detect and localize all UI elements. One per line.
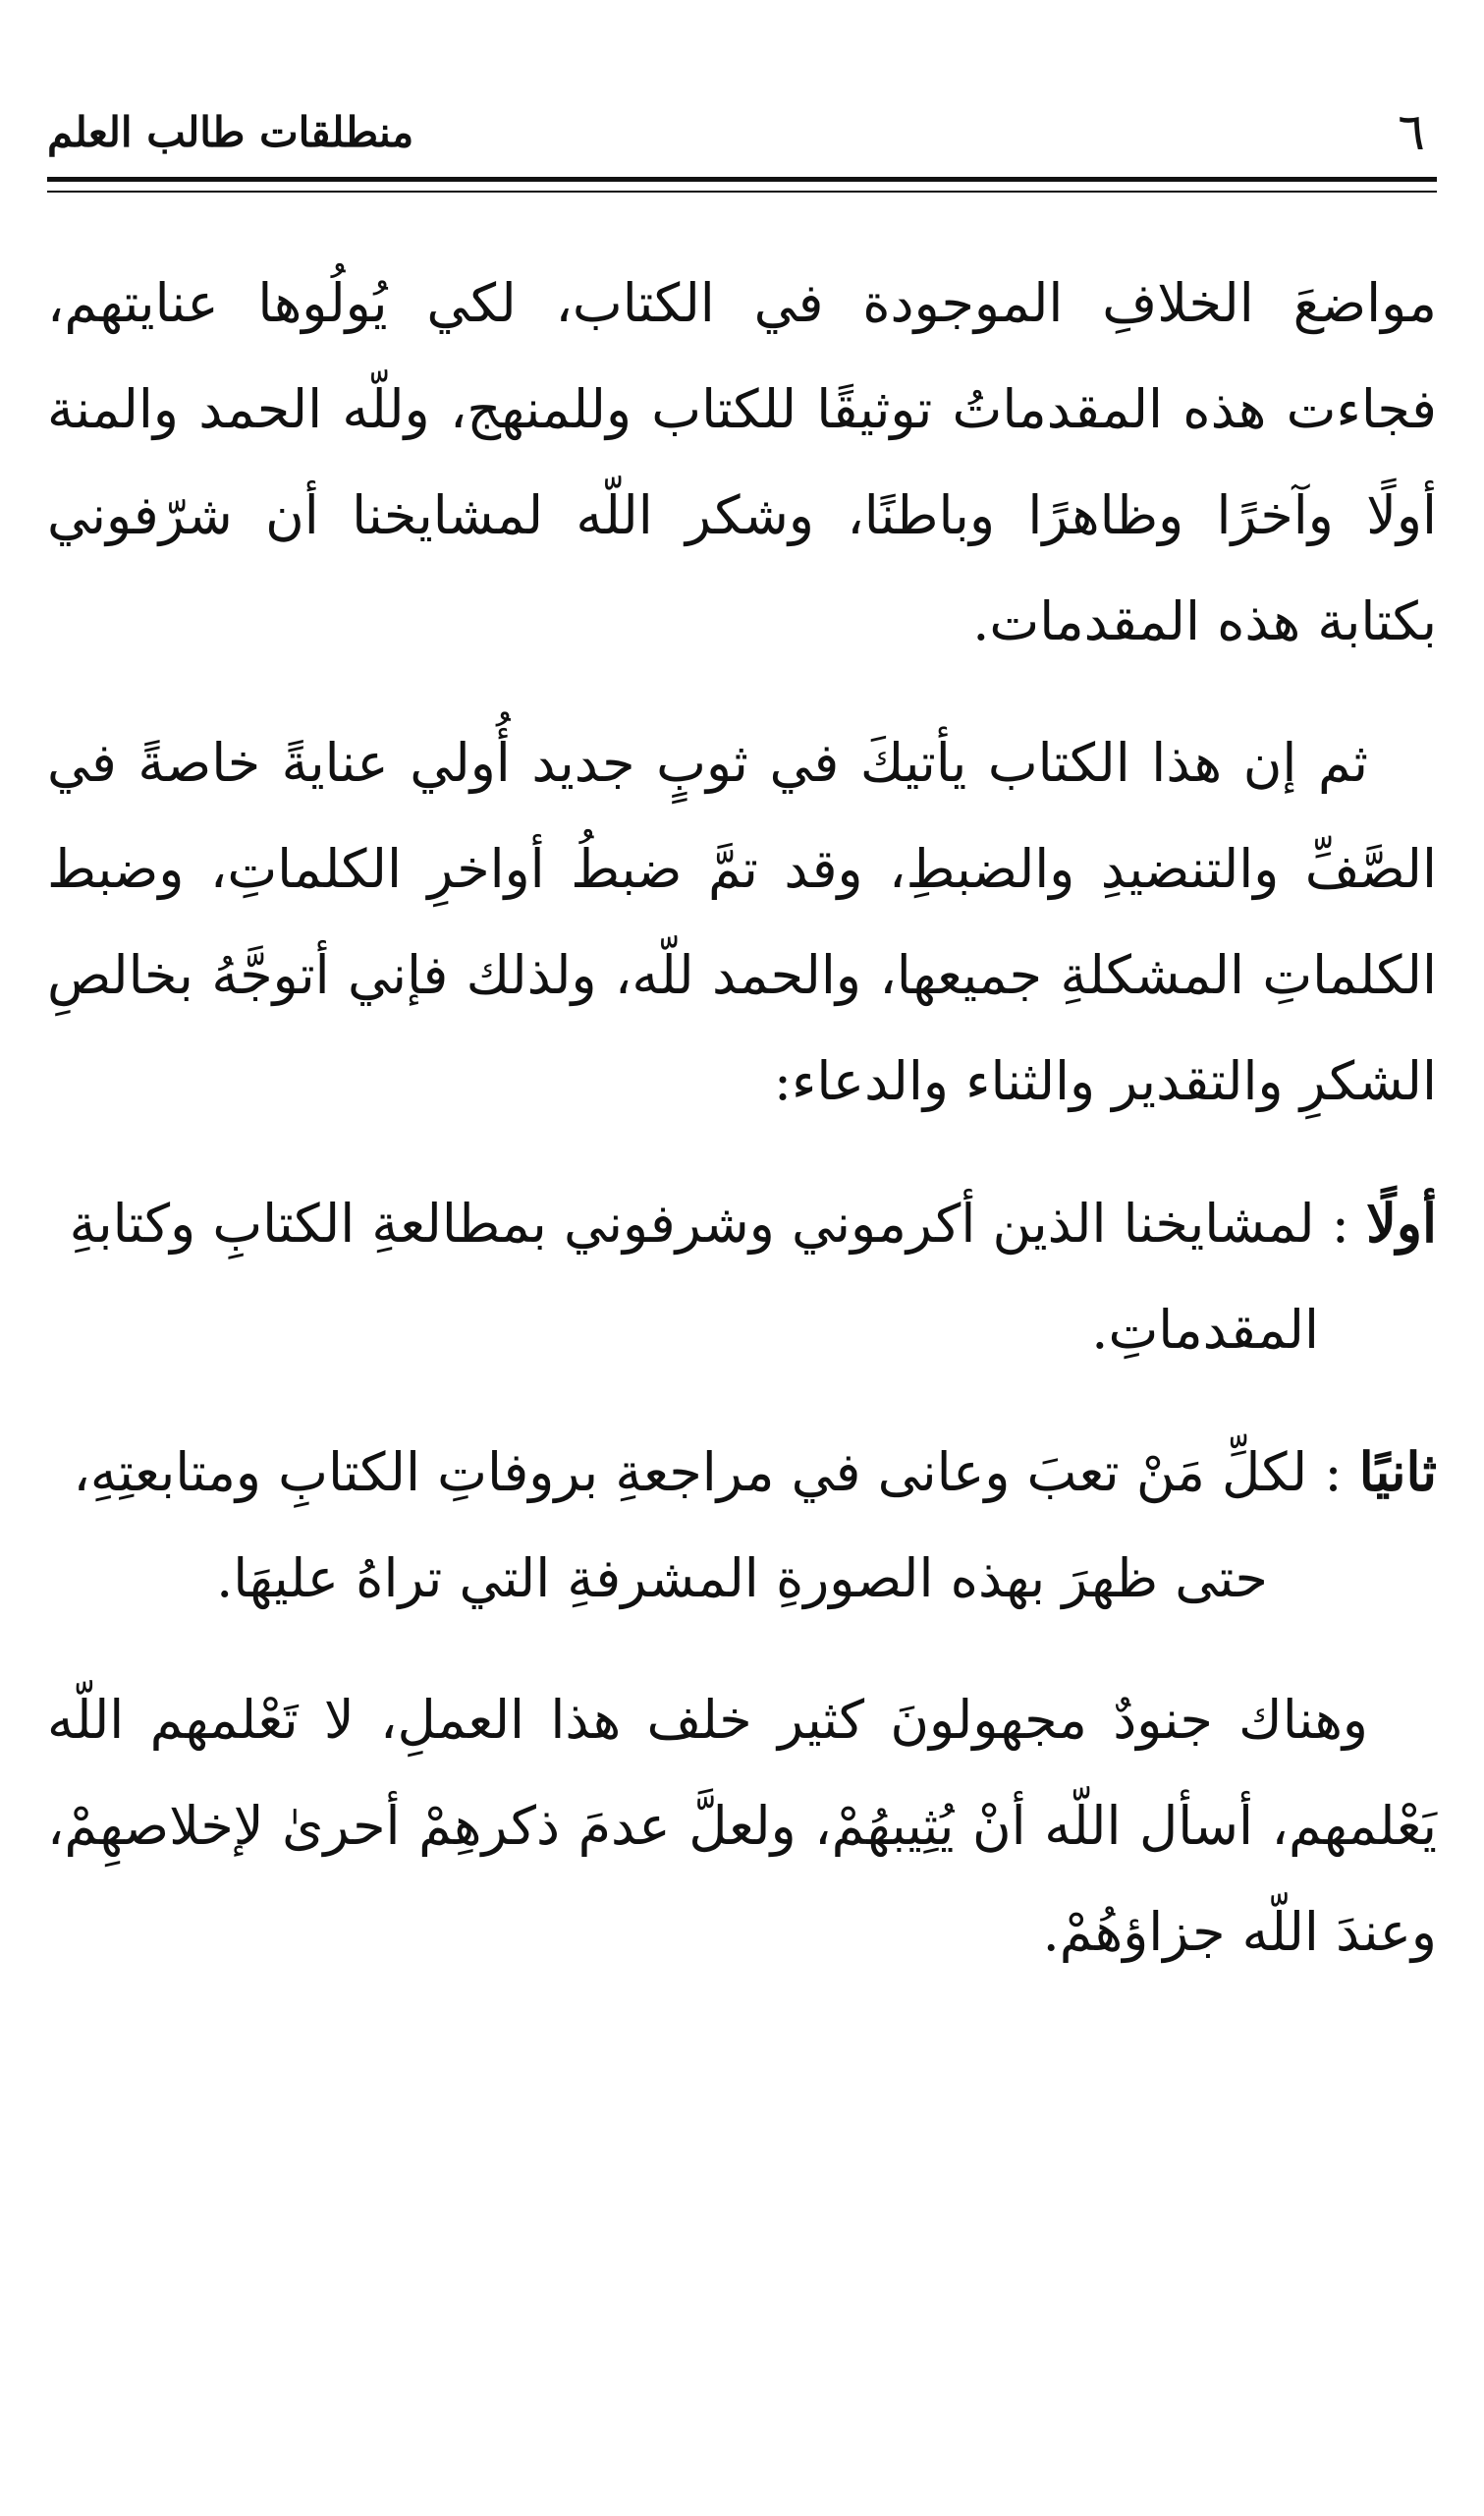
list-item-first-label: أولًا [1366,1192,1437,1255]
list-item-second-text: : لكلِّ مَنْ تعبَ وعانى في مراجعةِ بروفاتِ الكتابِ ومتابعتِهِ، [73,1441,1343,1503]
list-item-first-text: : لمشايخنا الذين أكرموني وشرفوني بمطالعةِ الكتابِ وكتابةِ [69,1193,1349,1255]
list-item-second-continuation: حتى ظهرَ بهذه الصورةِ المشرفةِ التي تراهُ عليهَا. [216,1547,1268,1609]
list-item-second [47,1419,1437,1632]
paragraph-1: مواضعَ الخلافِ الموجودة في الكتاب، لكي يُولُوها عنايتهم، فجاءت هذه المقدماتُ توثيقًا للكتاب وللمنهج، وللّه الحمد والمنة أولًا وآخرًا وظاهرًا وباطنًا، وشكر اللّه لمشايخنا أن شرّفوني بكتابة هذه المقدمات. [47,272,1437,652]
page-body [47,251,1437,2021]
list-item-first-continuation: المقدماتِ. [1091,1299,1319,1361]
paragraph-2: ثم إن هذا الكتاب يأتيكَ في ثوبٍ جديد أُولي عنايةً خاصةً في الصَّفِّ والتنضيدِ والضبطِ، وقد تمَّ ضبطُ أواخرِ الكلماتِ، وضبط الكلماتِ المشكلةِ جميعها، والحمد للّه، ولذلك فإني أتوجَّهُ بخالصِ الشكرِ والتقدير والثناء والدعاء: [47,732,1437,1112]
running-header [47,98,1437,167]
running-title: منطلقات طالب العلم [47,108,414,156]
header-rule-thin [47,191,1437,193]
list-item-second-label: ثانيًا [1358,1440,1437,1503]
list-item-first [47,1170,1437,1383]
page-number: ٦ [1398,103,1425,162]
paragraph-3: وهناك جنودٌ مجهولونَ كثير خلف هذا العملِ، لا تَعْلمهم اللّه يَعْلمهم، أسأل اللّه أنْ يُثِيبهُمْ، ولعلَّ عدمَ ذكرهِمْ أحرىٰ لإخلاصهِمْ، وعندَ اللّه جزاؤهُمْ. [47,1689,1437,1963]
header-rule-thick [47,177,1437,182]
